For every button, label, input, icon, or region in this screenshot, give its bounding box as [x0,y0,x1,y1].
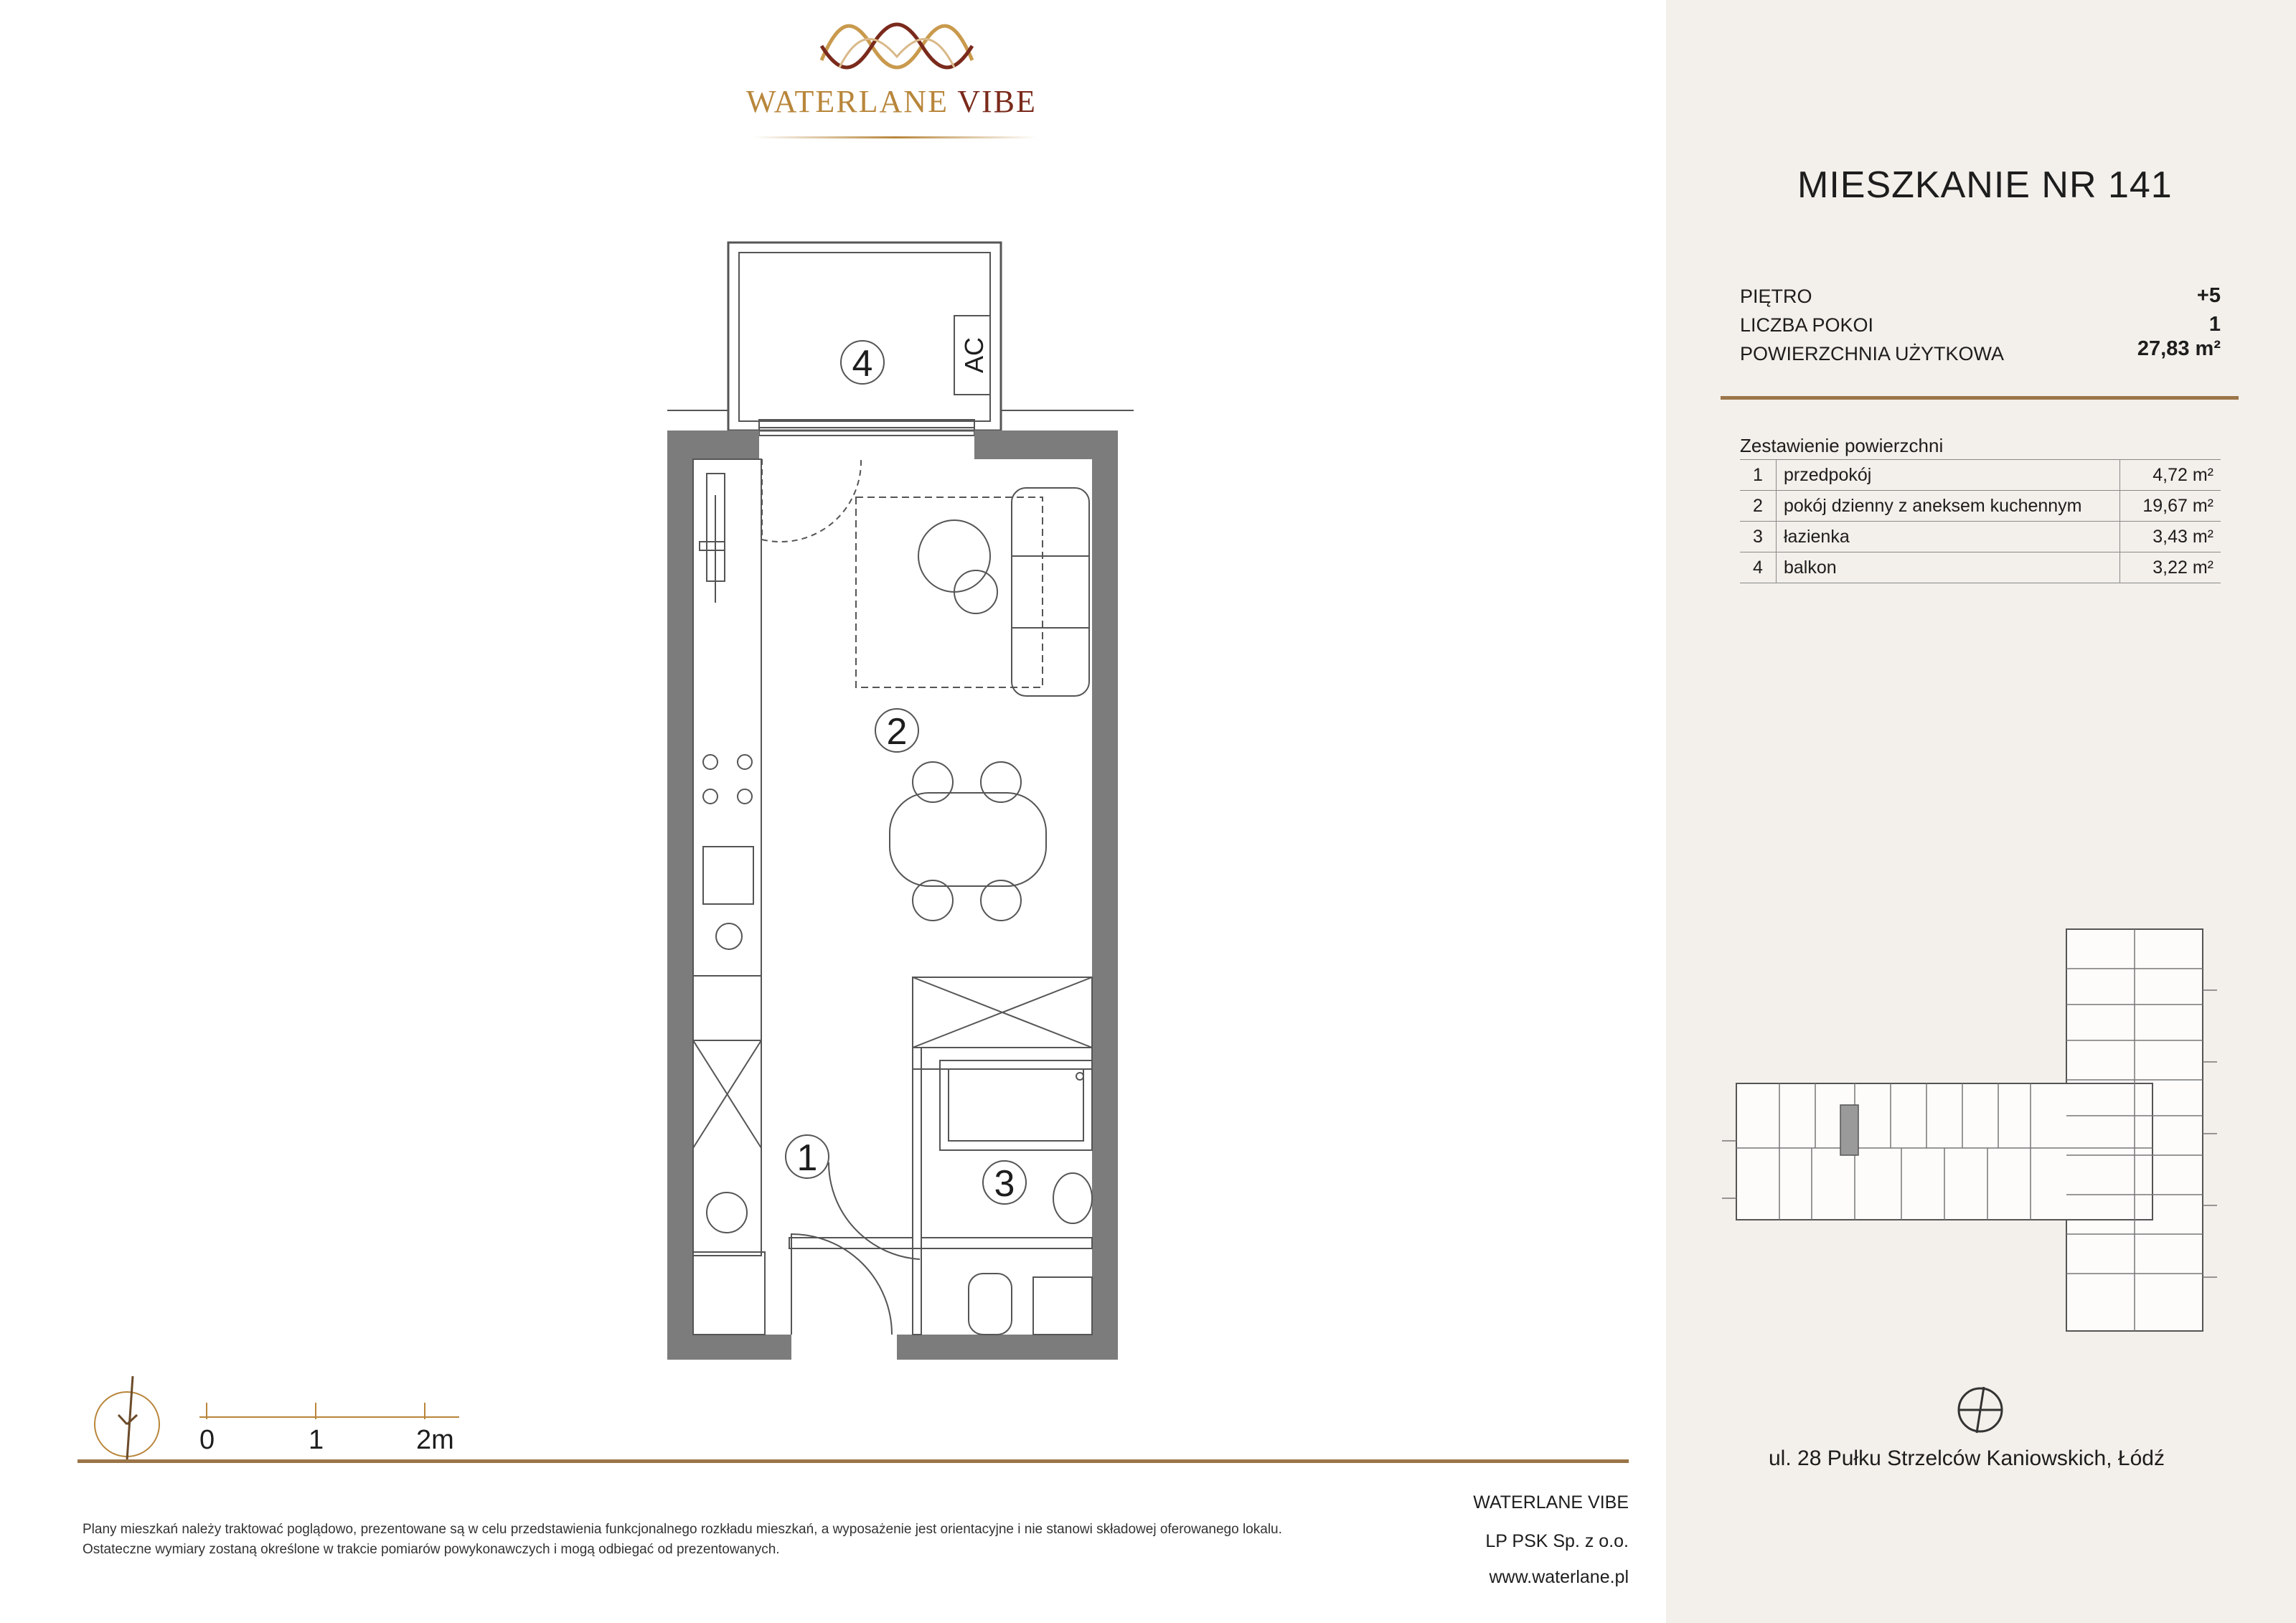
building-key-plan [1722,926,2239,1342]
scale-tick-2m: 2m [416,1425,454,1455]
room-area: 19,67 m² [2120,491,2221,522]
ac-label: AC [959,337,989,374]
room-name: pokój dzienny z aneksem kuchennym [1777,491,2120,522]
apartment-title: MIESZKANIE NR 141 [1797,164,2173,206]
scale-tick-0: 0 [199,1425,215,1455]
room-area: 3,22 m² [2120,552,2221,583]
address: ul. 28 Pułku Strzelców Kaniowskich, Łódź [1769,1446,2165,1470]
usable-area-value: 27,83 m² [2137,337,2221,360]
room-number: 1 [1740,460,1777,491]
info-panel [1666,0,2296,1623]
logo-wave-icon [818,17,976,75]
floor-value: +5 [2196,284,2221,307]
disclaimer-line-1: Plany mieszkań należy traktować poglądowo, prezentowane są w celu przedstawienia funkcjonalnego rozkładu mieszkań, a wyposażenie jest orientacyjne i nie stanowi składowej oferowanego lokalu. [83,1522,1282,1537]
breakdown-title: Zestawienie powierzchni [1740,435,1944,456]
logo-underline [753,136,1037,138]
table-row [1740,522,2221,552]
table-row [1740,460,2221,491]
compass-icon [90,1370,161,1464]
room-area: 4,72 m² [2120,460,2221,491]
logo-name-part1: WATERLANE [746,84,949,119]
room-label-4: 4 [852,343,873,385]
footer-rule [77,1459,1629,1463]
room-label-1: 1 [796,1137,818,1179]
floor-plan [646,230,1148,1378]
scale-tick-1: 1 [309,1425,324,1455]
info-rule [1721,396,2239,400]
rooms-count-label: LICZBA POKOI [1740,314,1874,336]
room-number: 4 [1740,552,1777,583]
floor-label: PIĘTRO [1740,286,1812,307]
room-label-3: 3 [994,1163,1015,1205]
room-area: 3,43 m² [2120,522,2221,552]
disclaimer [83,1520,1446,1560]
key-plan-compass-icon [1955,1385,2005,1435]
logo-name-part2: VIBE [957,84,1037,119]
room-label-2: 2 [886,711,908,753]
usable-area-label: POWIERZCHNIA UŻYTKOWA [1740,343,2005,364]
room-number: 3 [1740,522,1777,552]
website-link[interactable]: www.waterlane.pl [1489,1567,1629,1587]
area-table [1740,459,2221,583]
company-legal: LP PSK Sp. z o.o. [1485,1531,1629,1551]
table-row [1740,491,2221,522]
scale-bar [194,1399,466,1428]
logo-text [746,83,1037,120]
company-name: WATERLANE VIBE [1473,1492,1629,1513]
room-name: łazienka [1777,522,2120,552]
table-row [1740,552,2221,583]
rooms-count-value: 1 [2208,313,2221,336]
room-number: 2 [1740,491,1777,522]
room-name: balkon [1777,552,2120,583]
room-name: przedpokój [1777,460,2120,491]
disclaimer-line-2: Ostateczne wymiary zostaną określone w trakcie pomiarów powykonawczych i mogą odbiegać od prezentowanych. [83,1542,780,1557]
